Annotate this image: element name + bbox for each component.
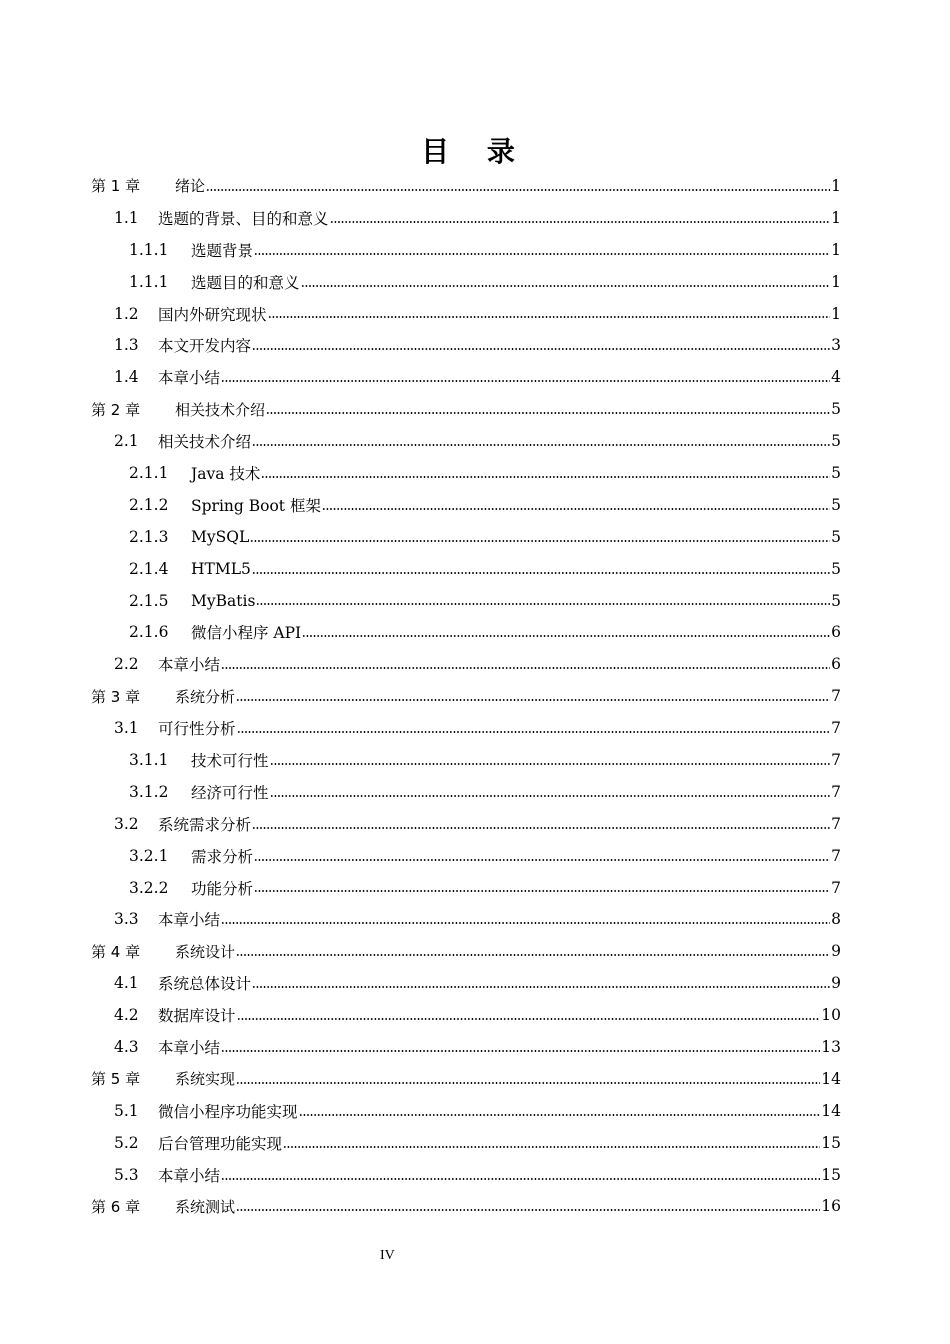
- toc-entry-title: 选题目的和意义: [191, 273, 300, 292]
- dot-leader: [252, 348, 830, 350]
- toc-subsection-entry[interactable]: [0, 776, 950, 808]
- toc-entry-number: 5.3: [114, 1165, 139, 1184]
- table-of-contents: [0, 170, 950, 1222]
- toc-subsection-entry[interactable]: [0, 234, 950, 266]
- toc-entry-title: 系统实现: [175, 1070, 236, 1089]
- toc-entry-page: 1: [831, 304, 841, 323]
- dot-leader: [252, 986, 830, 988]
- toc-entry-title: 国内外研究现状: [158, 305, 267, 324]
- toc-entry-number: 3.2.2: [129, 878, 169, 897]
- dot-leader: [252, 572, 830, 574]
- toc-entry-number: 1.4: [114, 368, 139, 387]
- toc-entry-page: 5: [831, 527, 841, 546]
- toc-section-entry[interactable]: [0, 329, 950, 361]
- dot-leader: [221, 1050, 820, 1052]
- toc-entry-number: 4.3: [114, 1037, 139, 1056]
- toc-entry-title: 数据库设计: [158, 1007, 236, 1026]
- toc-subsection-entry[interactable]: [0, 266, 950, 298]
- toc-entry-title: 本章小结: [158, 911, 221, 930]
- toc-entry-page: 1: [831, 272, 841, 291]
- dot-leader: [236, 699, 830, 701]
- toc-section-entry[interactable]: [0, 808, 950, 840]
- toc-entry-page: 7: [831, 750, 841, 769]
- toc-entry-page: 7: [831, 782, 841, 801]
- toc-entry-number: 1.1.1: [129, 240, 169, 259]
- toc-entry-number: 2.2: [114, 655, 139, 674]
- dot-leader: [236, 1082, 820, 1084]
- toc-entry-page: 4: [831, 368, 841, 387]
- toc-entry-number: 3.1.1: [129, 750, 169, 769]
- toc-chapter-entry[interactable]: [0, 1191, 950, 1223]
- toc-section-entry[interactable]: [0, 967, 950, 999]
- toc-entry-title: 微信小程序 API: [191, 624, 302, 643]
- dot-leader: [237, 1018, 821, 1020]
- dot-leader: [301, 285, 831, 287]
- toc-entry-page: 5: [831, 400, 841, 419]
- toc-entry-page: 1: [831, 208, 841, 227]
- toc-entry-number: 3.3: [114, 910, 139, 929]
- toc-entry-page: 8: [831, 910, 841, 929]
- dot-leader: [283, 1146, 820, 1148]
- toc-entry-page: 7: [831, 878, 841, 897]
- toc-entry-title: 选题的背景、目的和意义: [158, 209, 329, 228]
- toc-subsection-entry[interactable]: [0, 585, 950, 617]
- dot-leader: [254, 890, 830, 892]
- toc-entry-title: 系统总体设计: [158, 975, 252, 994]
- dot-leader: [299, 1114, 821, 1116]
- toc-entry-number: 2.1.5: [129, 591, 169, 610]
- toc-entry-number: 3.2.1: [129, 846, 169, 865]
- toc-entry-number: 4.2: [114, 1006, 139, 1025]
- toc-entry-number: 3.1: [114, 719, 139, 738]
- toc-entry-number: 2.1.3: [129, 527, 169, 546]
- toc-entry-number: 5.1: [114, 1101, 139, 1120]
- toc-entry-title: MyBatis: [191, 591, 256, 610]
- dot-leader: [266, 412, 830, 414]
- toc-entry-page: 5: [831, 495, 841, 514]
- toc-entry-number: 1.1: [114, 208, 139, 227]
- toc-entry-page: 5: [831, 463, 841, 482]
- toc-entry-title: 本章小结: [158, 1038, 221, 1057]
- dot-leader: [236, 954, 830, 956]
- toc-entry-title: HTML5: [191, 559, 251, 578]
- toc-entry-number: 1.1.1: [129, 272, 169, 291]
- toc-subsection-entry[interactable]: [0, 489, 950, 521]
- toc-entry-page: 7: [831, 719, 841, 738]
- toc-entry-title: 本文开发内容: [158, 337, 252, 356]
- toc-entry-page: 1: [831, 240, 841, 259]
- toc-entry-page: 13: [821, 1037, 841, 1056]
- toc-entry-number: 第 6 章: [91, 1197, 141, 1216]
- dot-leader: [268, 316, 831, 318]
- toc-entry-page: 3: [831, 336, 841, 355]
- toc-entry-page: 5: [831, 432, 841, 451]
- toc-entry-number: 1.2: [114, 304, 139, 323]
- toc-section-entry[interactable]: [0, 425, 950, 457]
- toc-section-entry[interactable]: [0, 648, 950, 680]
- toc-subsection-entry[interactable]: [0, 840, 950, 872]
- toc-section-entry[interactable]: [0, 712, 950, 744]
- toc-entry-title: 需求分析: [191, 847, 254, 866]
- dot-leader: [250, 540, 830, 542]
- dot-leader: [221, 922, 830, 924]
- toc-chapter-entry[interactable]: [0, 1063, 950, 1095]
- toc-entry-number: 第 2 章: [91, 400, 141, 419]
- toc-entry-title: 本章小结: [158, 369, 221, 388]
- toc-entry-page: 6: [831, 623, 841, 642]
- toc-entry-page: 5: [831, 591, 841, 610]
- toc-entry-page: 10: [821, 1006, 841, 1025]
- toc-entry-title: 后台管理功能实现: [158, 1134, 283, 1153]
- toc-chapter-entry[interactable]: [0, 935, 950, 967]
- toc-entry-title: 微信小程序功能实现: [158, 1102, 298, 1121]
- toc-entry-number: 2.1.6: [129, 623, 169, 642]
- toc-section-entry[interactable]: [0, 1127, 950, 1159]
- dot-leader: [252, 827, 830, 829]
- toc-entry-title: 系统测试: [175, 1197, 236, 1216]
- toc-entry-title: MySQL: [191, 527, 250, 546]
- toc-subsection-entry[interactable]: [0, 553, 950, 585]
- toc-entry-number: 第 3 章: [91, 687, 141, 706]
- toc-subsection-entry[interactable]: [0, 457, 950, 489]
- toc-entry-title: 本章小结: [158, 656, 221, 675]
- toc-entry-number: 1.3: [114, 336, 139, 355]
- toc-entry-page: 14: [821, 1101, 841, 1120]
- toc-entry-title: 选题背景: [191, 241, 254, 260]
- toc-section-entry[interactable]: [0, 202, 950, 234]
- toc-entry-number: 2.1: [114, 432, 139, 451]
- dot-leader: [237, 731, 831, 733]
- toc-entry-title: Spring Boot 框架: [191, 496, 321, 515]
- dot-leader: [302, 635, 830, 637]
- toc-entry-title: 本章小结: [158, 1166, 221, 1185]
- toc-entry-title: 系统分析: [175, 687, 236, 706]
- toc-entry-number: 第 1 章: [91, 177, 141, 196]
- toc-subsection-entry[interactable]: [0, 521, 950, 553]
- toc-entry-number: 第 5 章: [91, 1070, 141, 1089]
- page-number-footer: IV: [380, 1248, 395, 1263]
- toc-entry-number: 3.2: [114, 814, 139, 833]
- dot-leader: [322, 508, 830, 510]
- toc-entry-page: 15: [821, 1165, 841, 1184]
- toc-subsection-entry[interactable]: [0, 616, 950, 648]
- toc-entry-number: 2.1.1: [129, 463, 169, 482]
- toc-chapter-entry[interactable]: [0, 393, 950, 425]
- toc-entry-page: 14: [821, 1069, 841, 1088]
- toc-section-entry[interactable]: [0, 903, 950, 935]
- toc-chapter-entry[interactable]: [0, 170, 950, 202]
- dot-leader: [206, 189, 830, 191]
- toc-entry-number: 2.1.2: [129, 495, 169, 514]
- toc-entry-page: 6: [831, 655, 841, 674]
- dot-leader: [261, 476, 830, 478]
- toc-entry-page: 7: [831, 687, 841, 706]
- toc-subsection-entry[interactable]: [0, 872, 950, 904]
- toc-entry-page: 16: [821, 1197, 841, 1216]
- toc-section-entry[interactable]: [0, 999, 950, 1031]
- toc-entry-title: 功能分析: [191, 879, 254, 898]
- toc-section-entry[interactable]: [0, 1031, 950, 1063]
- dot-leader: [221, 380, 830, 382]
- toc-entry-number: 3.1.2: [129, 782, 169, 801]
- dot-leader: [221, 667, 830, 669]
- toc-entry-number: 4.1: [114, 974, 139, 993]
- dot-leader: [236, 1209, 820, 1211]
- toc-section-entry[interactable]: [0, 1095, 950, 1127]
- toc-entry-title: 可行性分析: [158, 720, 236, 739]
- toc-entry-title: 绪论: [175, 177, 206, 196]
- toc-entry-title: Java 技术: [191, 464, 261, 483]
- toc-section-entry[interactable]: [0, 298, 950, 330]
- toc-section-entry[interactable]: [0, 1159, 950, 1191]
- toc-entry-page: 5: [831, 559, 841, 578]
- toc-entry-page: 15: [821, 1133, 841, 1152]
- dot-leader: [254, 253, 830, 255]
- toc-entry-title: 技术可行性: [191, 751, 269, 770]
- toc-entry-title: 相关技术介绍: [175, 400, 266, 419]
- toc-entry-page: 9: [831, 974, 841, 993]
- toc-entry-title: 相关技术介绍: [158, 433, 252, 452]
- toc-entry-title: 系统需求分析: [158, 815, 252, 834]
- toc-entry-title: 经济可行性: [191, 783, 269, 802]
- toc-entry-page: 1: [831, 176, 841, 195]
- dot-leader: [270, 763, 831, 765]
- dot-leader: [254, 859, 830, 861]
- toc-entry-page: 9: [831, 942, 841, 961]
- dot-leader: [221, 1178, 820, 1180]
- toc-section-entry[interactable]: [0, 361, 950, 393]
- dot-leader: [270, 795, 831, 797]
- toc-entry-title: 系统设计: [175, 942, 236, 961]
- toc-entry-page: 7: [831, 846, 841, 865]
- toc-entry-page: 7: [831, 814, 841, 833]
- toc-subsection-entry[interactable]: [0, 744, 950, 776]
- dot-leader: [252, 444, 830, 446]
- toc-entry-number: 2.1.4: [129, 559, 169, 578]
- toc-entry-number: 第 4 章: [91, 942, 141, 961]
- toc-entry-number: 5.2: [114, 1133, 139, 1152]
- toc-chapter-entry[interactable]: [0, 680, 950, 712]
- dot-leader: [256, 603, 830, 605]
- page-title: 目 录: [421, 135, 529, 168]
- dot-leader: [330, 221, 831, 223]
